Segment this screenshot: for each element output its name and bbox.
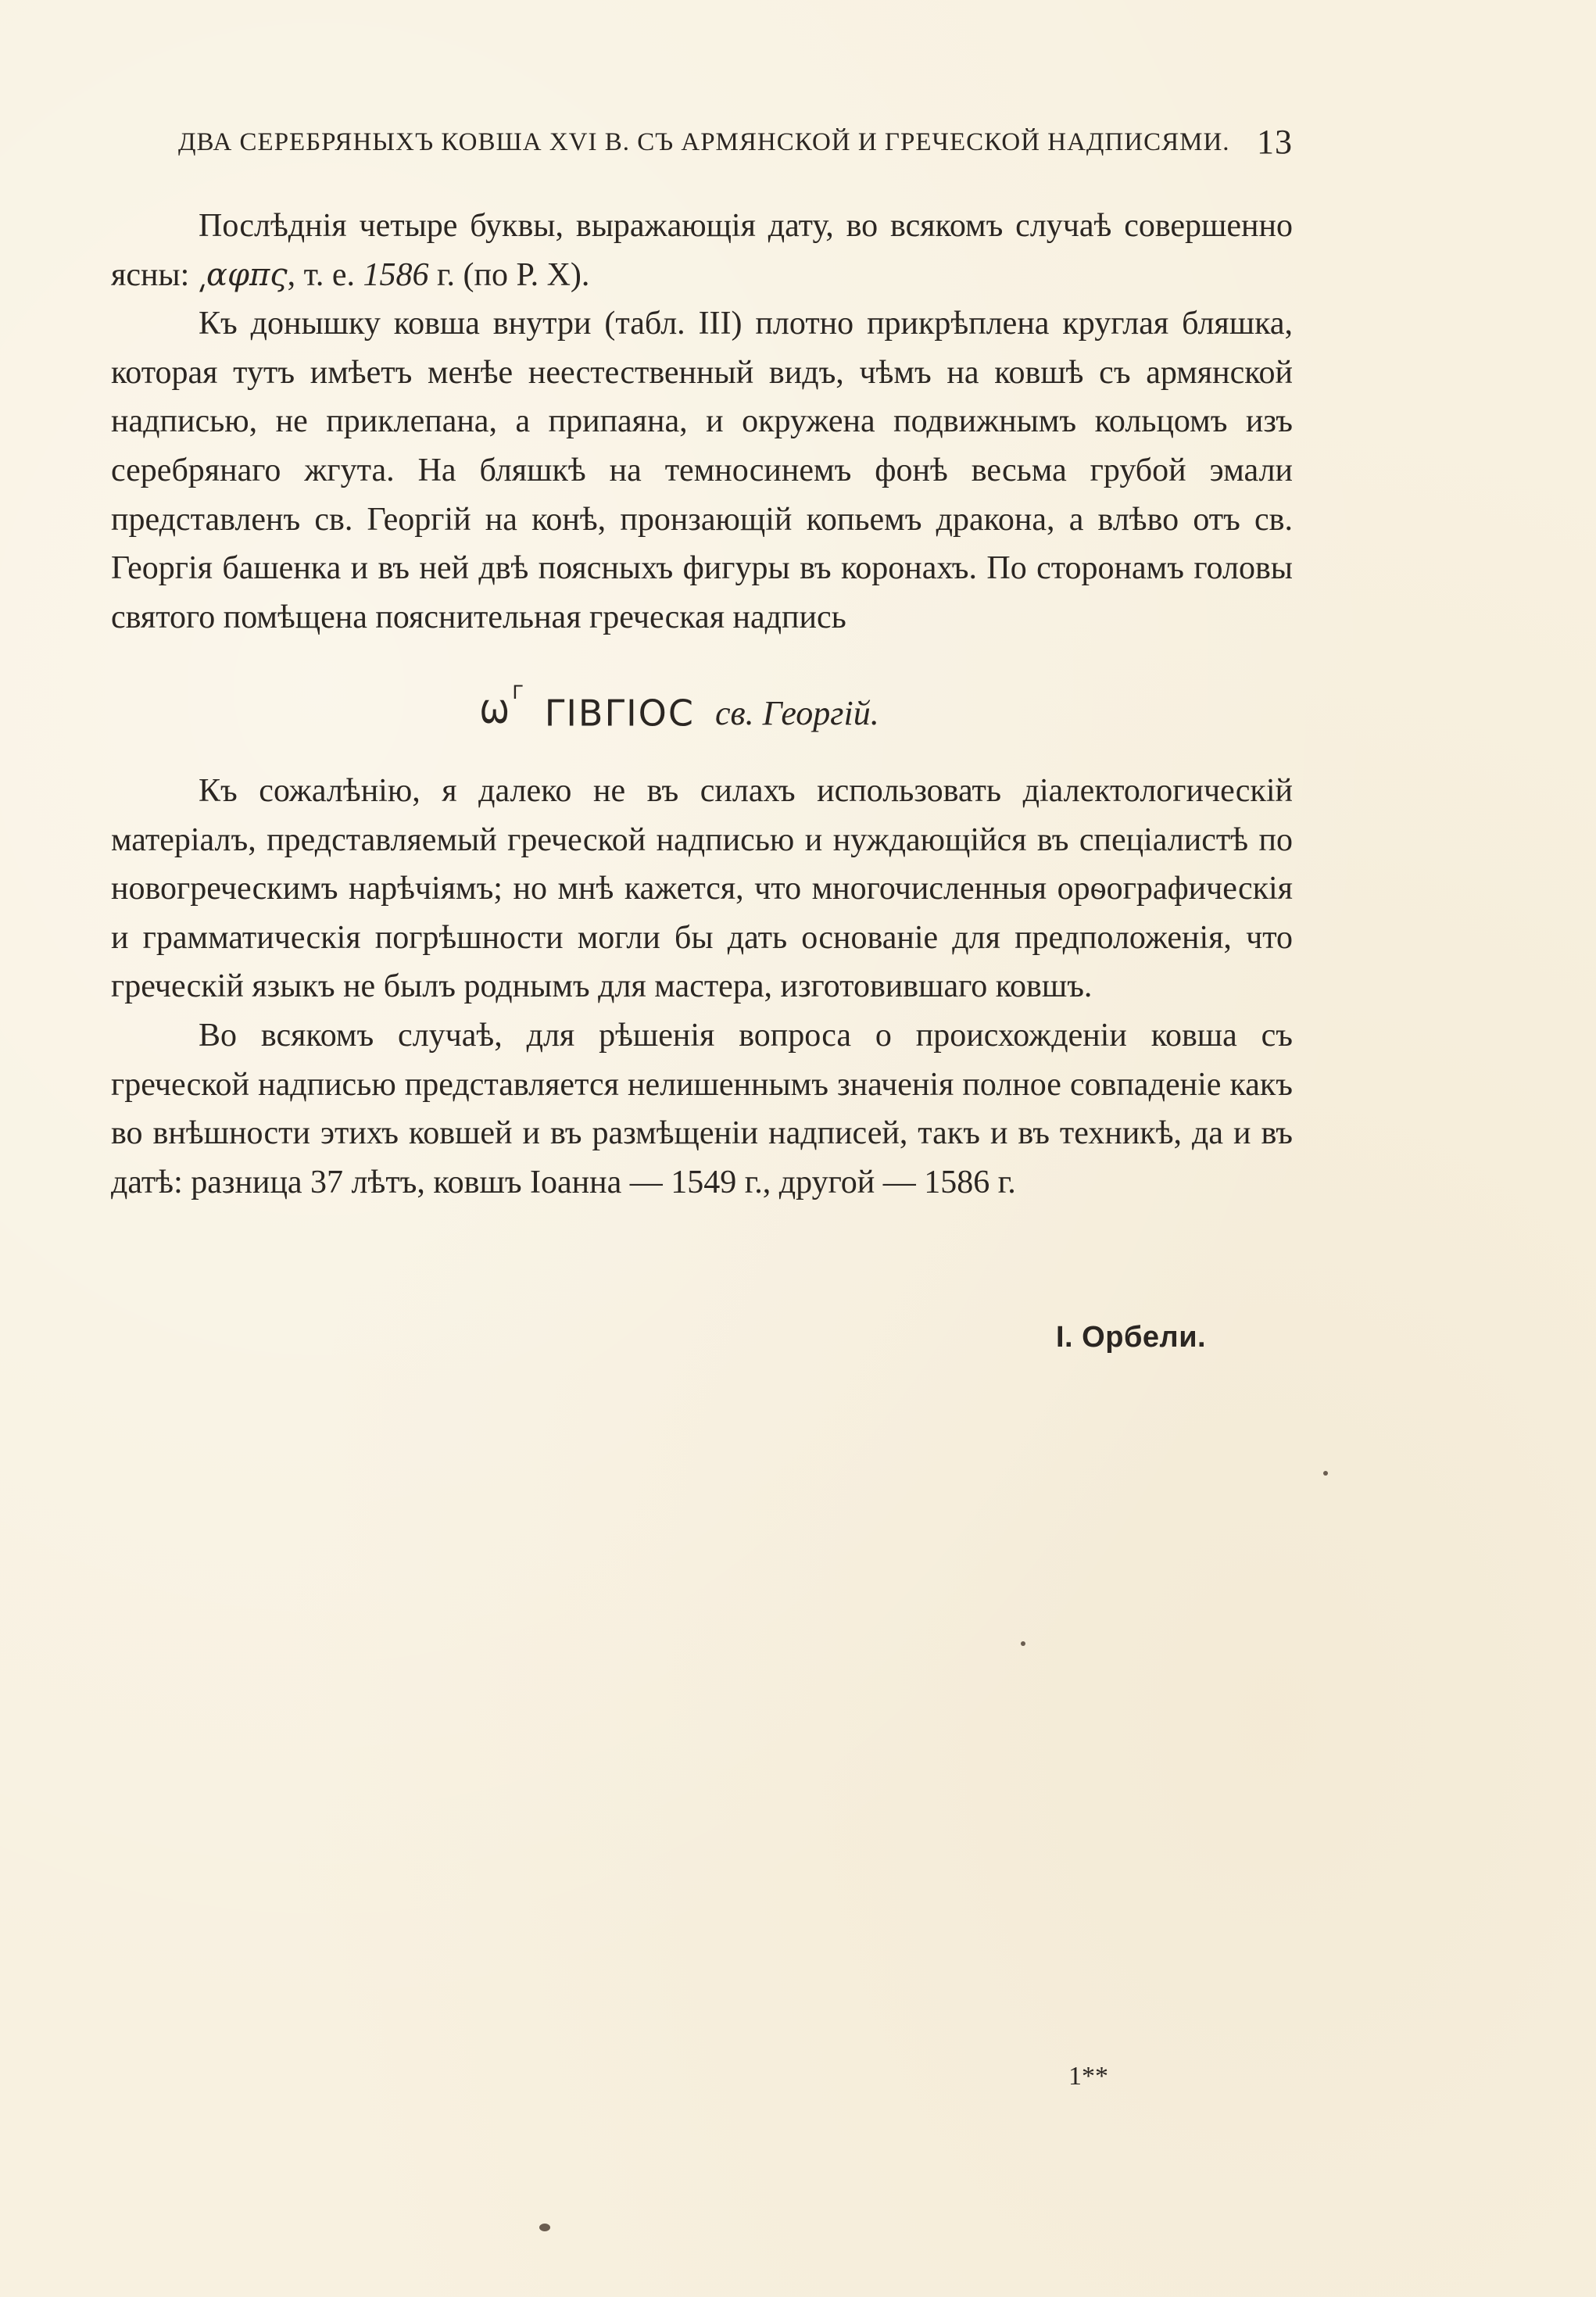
author-signature: І. Орбели. [1056, 1321, 1207, 1354]
paper-speck [1323, 1471, 1328, 1476]
page-number: 13 [1257, 123, 1293, 161]
text-block-bottom [111, 767, 1293, 1207]
paragraph-date-text: Послѣднія четыре буквы, выражающія дату, во всякомъ случаѣ совершенно ясны: [111, 208, 1293, 293]
paper-speck [539, 2224, 550, 2231]
paragraph-date-mid: , т. е. [287, 256, 363, 293]
inscription-abbrev: Ѡ [480, 695, 510, 732]
running-head-title: ДВА СЕРЕБРЯНЫХЪ КОВША XVI В. СЪ АРМЯНСКОЙ И ГРЕЧЕСКОЙ НАДПИСЯМИ. [178, 128, 1230, 156]
year-1586: 1586 [363, 256, 429, 293]
inscription-abbrev-sup: Γ [512, 682, 523, 703]
paragraph-conclusion: Во всякомъ случаѣ, для рѣшенія вопроса о происхожденіи ковша съ греческой надписью представляется нелишеннымъ значенія полное совпаденіе какъ во внѣшности этихъ ковшей и въ размѣщеніи надписей, такъ и въ техникѣ, да и въ датѣ: разница 37 лѣтъ, ковшъ Іоанна — 1549 г., другой — 1586 г. [111, 1017, 1293, 1200]
paragraph-dialect: Къ сожалѣнію, я далеко не въ силахъ использовать діалектологическій матеріалъ, представляемый греческой надписью и нуждающійся въ спеціалистѣ по новогреческимъ нарѣчіямъ; но мнѣ кажется, что многочисленныя орѳографическія и грамматическія погрѣшности могли бы дать основаніе для предположенія, что греческій языкъ не былъ роднымъ для мастера, изготовившаго ковшъ. [111, 773, 1293, 1005]
greek-date: ͵αφπς [197, 256, 288, 293]
inscription-translation: св. Георгій. [715, 693, 879, 732]
paragraph-date-end: г. (по Р. X). [428, 256, 590, 293]
paper-speck [1021, 1641, 1025, 1646]
sheet-signature-mark: 1** [1068, 2062, 1108, 2091]
greek-inscription [480, 682, 879, 733]
paragraph-date [111, 202, 1293, 299]
text-block-top [111, 202, 1293, 642]
running-head [178, 122, 1293, 161]
paragraph-plaque: Къ донышку ковша внутри (табл. III) плотно прикрѣплена круглая бляшка, которая тутъ имѣетъ менѣе неестественный видъ, чѣмъ на ковшѣ съ армянской надписью, не приклепана, а припаяна, и окружена подвижнымъ кольцомъ изъ серебрянаго жгута. На бляшкѣ на темносинемъ фонѣ весьма грубой эмали представленъ св. Георгій на конѣ, пронзающій копьемъ дракона, а влѣво отъ св. Георгія башенка и въ ней двѣ поясныхъ фигуры въ коронахъ. По сторонамъ головы святого помѣщена пояснительная греческая надпись [111, 306, 1293, 635]
inscription-word: ΓΙΒΓΙΟC [544, 692, 695, 735]
